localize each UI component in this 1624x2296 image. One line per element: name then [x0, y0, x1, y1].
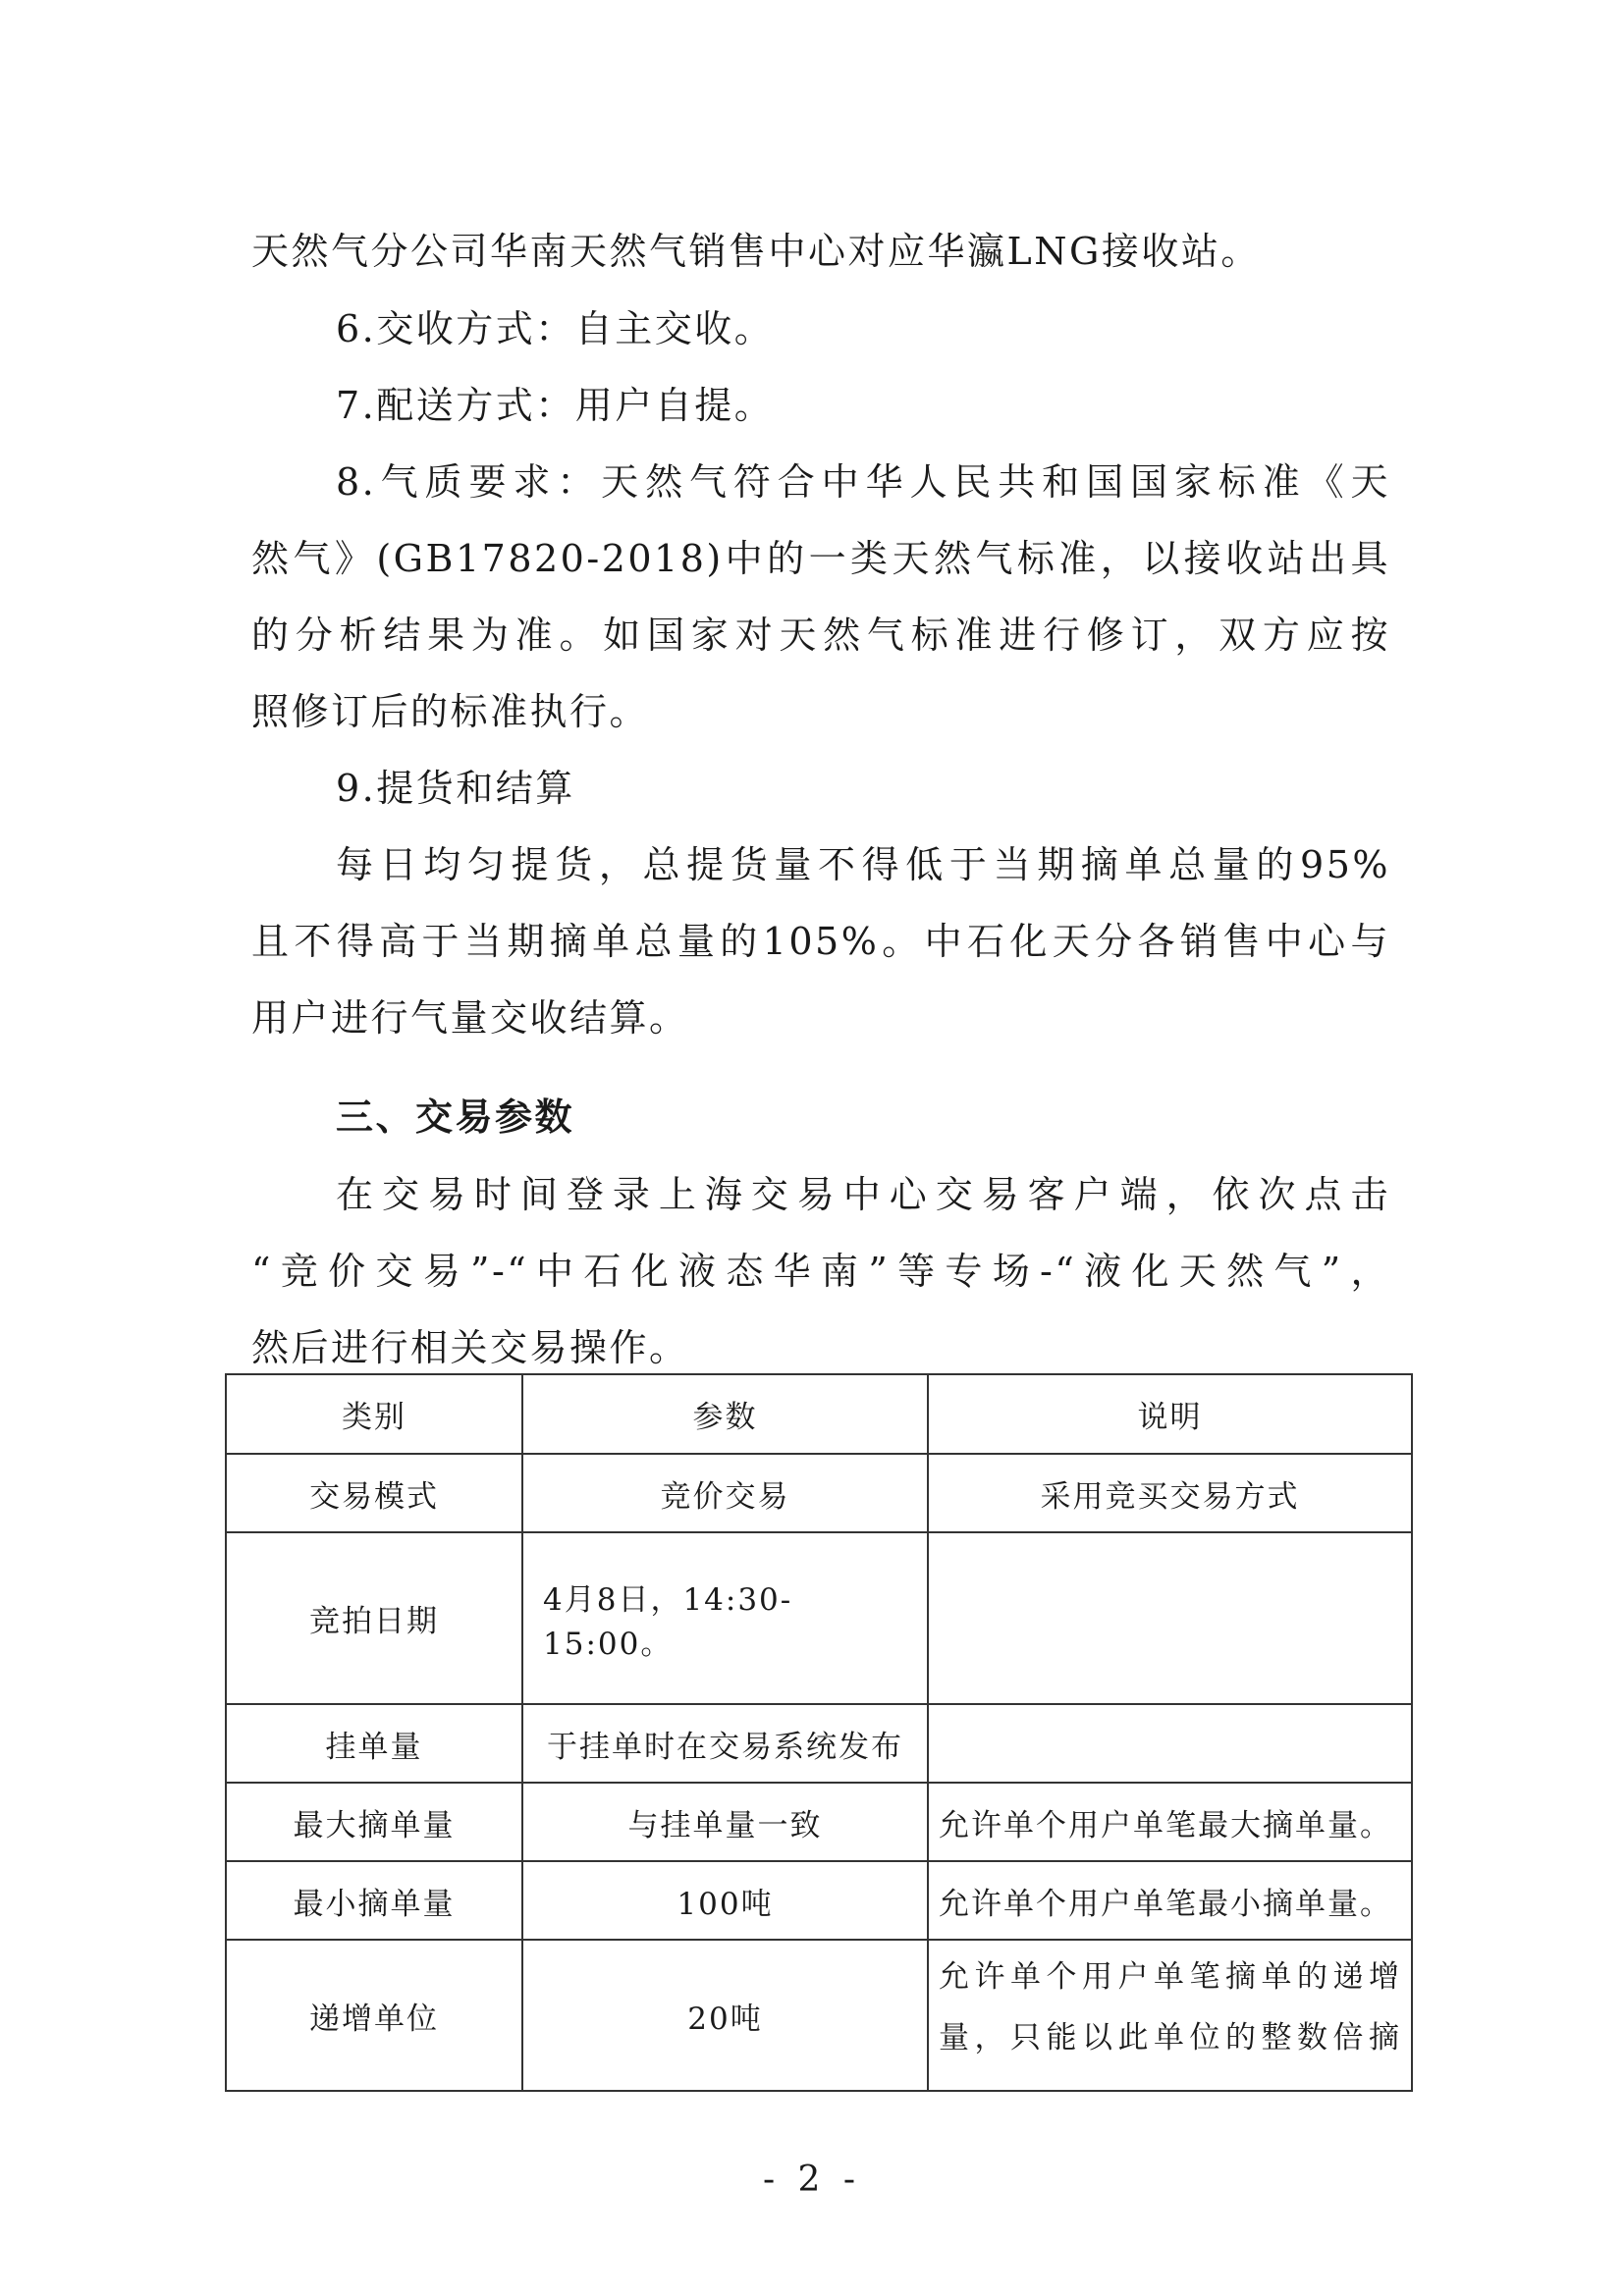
- table-row: [226, 1861, 1412, 1940]
- header-description: 说明: [928, 1374, 1412, 1454]
- paragraph-instructions-line1: 在交易时间登录上海交易中心交易客户端，依次点击: [336, 1173, 1390, 1216]
- cell-parameter: 竞价交易: [522, 1454, 928, 1532]
- table-row: [226, 1454, 1412, 1532]
- table-header-row: [226, 1374, 1412, 1454]
- cell-parameter: 于挂单时在交易系统发布: [522, 1704, 928, 1783]
- cell-category: 最大摘单量: [226, 1783, 522, 1861]
- table-row: [226, 1532, 1412, 1704]
- section-heading: 三、交易参数: [336, 1095, 575, 1139]
- paragraph-instructions-line3: 然后进行相关交易操作。: [251, 1326, 689, 1369]
- cell-parameter: 4月8日，14:30-15:00。: [522, 1532, 928, 1704]
- paragraph-gas-quality-line1: 8.气质要求：天然气符合中华人民共和国国家标准《天: [336, 460, 1390, 504]
- cell-parameter: 100吨: [522, 1861, 928, 1940]
- table-row: [226, 1940, 1412, 2091]
- header-category: 类别: [226, 1374, 522, 1454]
- table-row: [226, 1704, 1412, 1783]
- cell-parameter: 与挂单量一致: [522, 1783, 928, 1861]
- cell-description: [928, 1704, 1412, 1783]
- cell-category: 递增单位: [226, 1940, 522, 2091]
- paragraph-instructions-line2: “竞价交易”-“中石化液态华南”等专场-“液化天然气”，: [251, 1250, 1390, 1293]
- cell-category: 交易模式: [226, 1454, 522, 1532]
- cell-description: 允许单个用户单笔最大摘单量。: [928, 1783, 1412, 1861]
- trading-parameters-table: [225, 1373, 1413, 2092]
- paragraph-gas-quality-line2: 然气》(GB17820-2018)中的一类天然气标准，以接收站出具: [251, 537, 1390, 580]
- paragraph-delivery-method: 6.交收方式：自主交收。: [336, 307, 775, 350]
- paragraph-gas-quality-line4: 照修订后的标准执行。: [251, 690, 650, 733]
- paragraph-pickup-line1: 每日均匀提货，总提货量不得低于当期摘单总量的95%: [336, 843, 1390, 886]
- paragraph-line: 天然气分公司华南天然气销售中心对应华瀛LNG接收站。: [251, 230, 1261, 273]
- description-line: 允许单个用户单笔摘单的递增: [939, 1959, 1401, 1995]
- header-parameter: 参数: [522, 1374, 928, 1454]
- cell-description: 允许单个用户单笔最小摘单量。: [928, 1861, 1412, 1940]
- paragraph-transport-method: 7.配送方式：用户自提。: [336, 384, 775, 427]
- page-number: - 2 -: [762, 2160, 862, 2200]
- paragraph-pickup-line3: 用户进行气量交收结算。: [251, 996, 689, 1040]
- cell-description: 采用竞买交易方式: [928, 1454, 1412, 1532]
- table-row: [226, 1783, 1412, 1861]
- cell-parameter: 20吨: [522, 1940, 928, 2091]
- cell-category: 竞拍日期: [226, 1532, 522, 1704]
- cell-category: 挂单量: [226, 1704, 522, 1783]
- cell-description: [928, 1532, 1412, 1704]
- cell-category: 最小摘单量: [226, 1861, 522, 1940]
- paragraph-gas-quality-line3: 的分析结果为准。如国家对天然气标准进行修订，双方应按: [251, 614, 1390, 657]
- paragraph-pickup-settlement: 9.提货和结算: [336, 767, 575, 810]
- description-line: 量，只能以此单位的整数倍摘: [939, 2020, 1401, 2056]
- cell-description: [928, 1940, 1412, 2091]
- paragraph-pickup-line2: 且不得高于当期摘单总量的105%。中石化天分各销售中心与: [251, 920, 1390, 963]
